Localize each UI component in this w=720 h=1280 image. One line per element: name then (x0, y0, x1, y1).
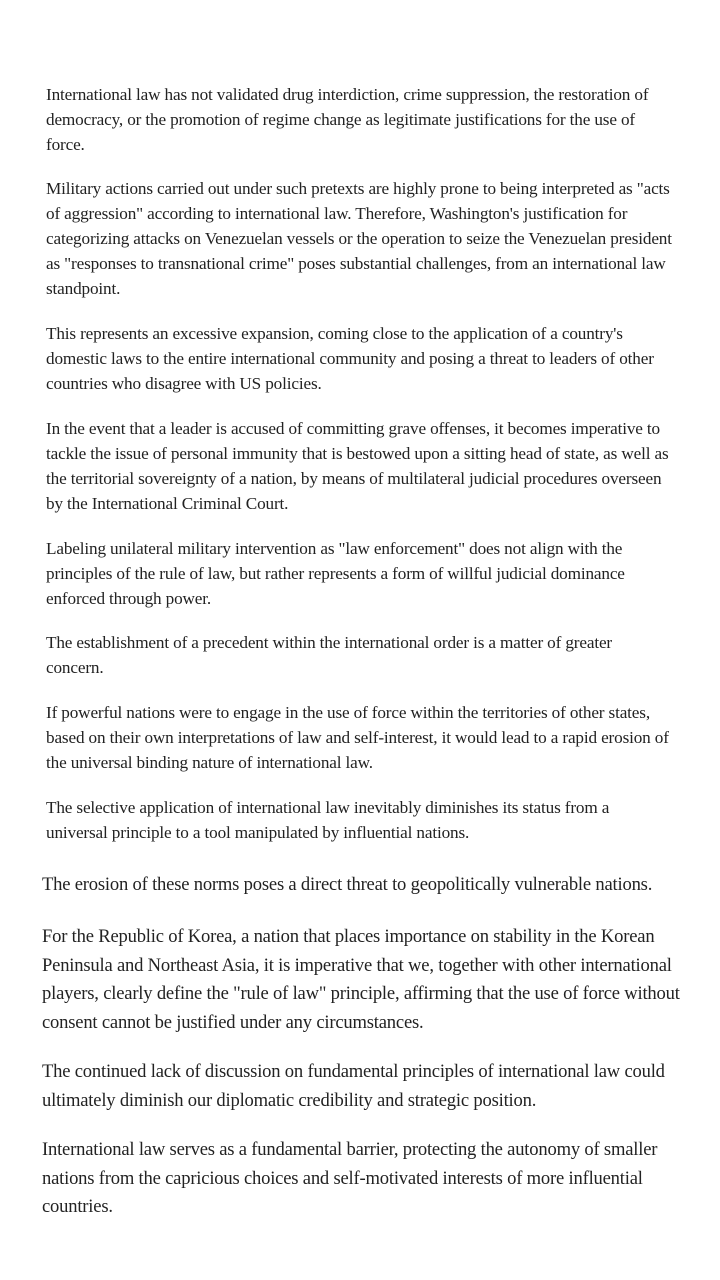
paragraph-11: The continued lack of discussion on fundamental principles of international law could ultimately diminish our diplomatic credibility and strategic position. (42, 1061, 665, 1111)
paragraph-1: International law has not validated drug interdiction, crime suppression, the restoration of democracy, or the promotion of regime change as legitimate justifications for the use of force. (46, 85, 649, 154)
paragraph-4: In the event that a leader is accused of committing grave offenses, it becomes imperative to tackle the issue of personal immunity that is bestowed upon a sitting head of state, as well as the territorial sovereignty of a nation, by means of multilateral judicial procedures overseen by the International Criminal Court. (46, 419, 669, 513)
paragraph-7: If powerful nations were to engage in the use of force within the territories of other states, based on their own interpretations of law and self-interest, it would lead to a rapid erosion of the universal binding nature of international law. (46, 703, 669, 772)
paragraph-2: Military actions carried out under such pretexts are highly prone to being interpreted as "acts of aggression" according to international law. Therefore, Washington's justification for categorizing attacks on Venezuelan vessels or the operation to seize the Venezuelan president as "responses to transnational crime" poses substantial challenges, from an international law standpoint. (46, 179, 672, 298)
paragraph-6: The establishment of a precedent within the international order is a matter of greater concern. (46, 633, 612, 677)
paragraph-5: Labeling unilateral military intervention as "law enforcement" does not align with the principles of the rule of law, but rather represents a form of willful judicial dominance enforced through power. (46, 539, 625, 608)
paragraph-9: The erosion of these norms poses a direct threat to geopolitically vulnerable nations. (42, 874, 653, 895)
paragraph-3: This represents an excessive expansion, coming close to the application of a country's domestic laws to the entire international community and posing a threat to leaders of other countries who disagree with US policies. (46, 324, 654, 393)
paragraph-12: International law serves as a fundamental barrier, protecting the autonomy of smaller nations from the capricious choices and self-motivated interests of more influential countries. (42, 1139, 658, 1217)
paragraph-8: The selective application of international law inevitably diminishes its status from a universal principle to a tool manipulated by influential nations. (46, 798, 610, 842)
paragraph-10: For the Republic of Korea, a nation that places importance on stability in the Korean Peninsula and Northeast Asia, it is imperative that we, together with other international players, clearly define the "rule of law" principle, affirming that the use of force without consent cannot be justified under any circumstances. (42, 926, 680, 1033)
